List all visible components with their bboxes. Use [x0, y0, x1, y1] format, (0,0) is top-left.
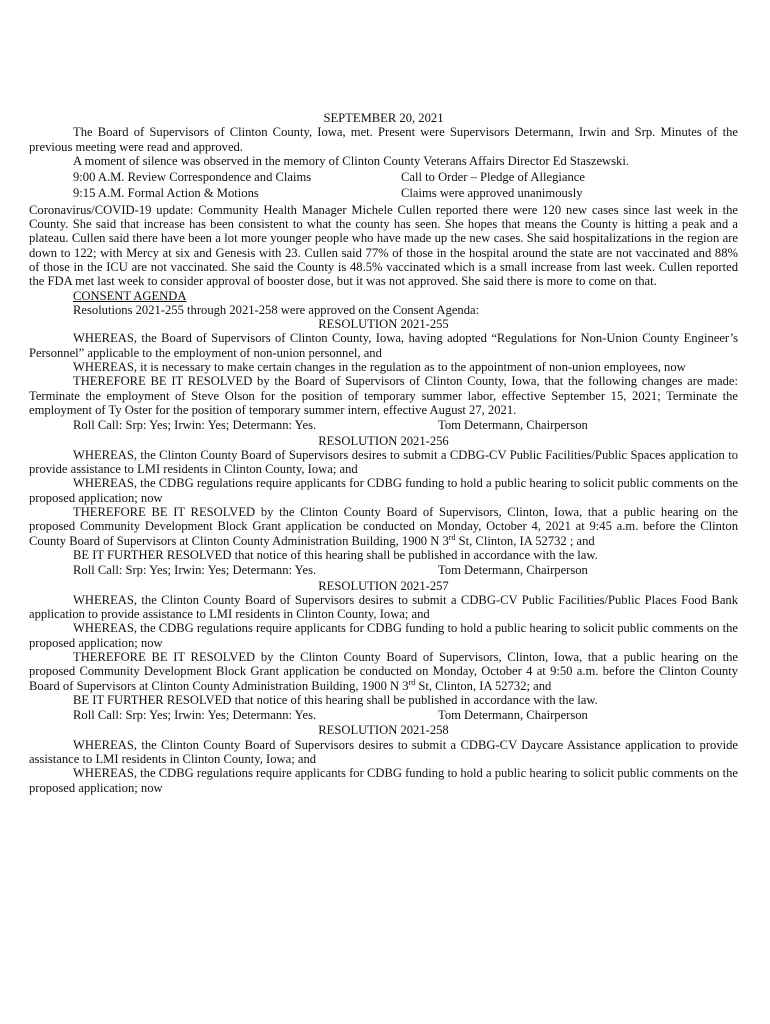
agenda-row [29, 170, 738, 184]
chairperson-signature: Tom Determann, Chairperson [438, 418, 588, 433]
agenda-item: Claims were approved unanimously [401, 186, 583, 201]
therefore-text-end: St, Clinton, IA 52732 ; and [455, 533, 595, 548]
resolution-title: RESOLUTION 2021-256 [318, 433, 449, 448]
therefore-paragraph [29, 650, 738, 693]
ordinal-suffix: rd [448, 532, 456, 542]
agenda-row [29, 186, 738, 200]
whereas-paragraph: WHEREAS, the Clinton County Board of Supervisors desires to submit a CDBG-CV Daycare Assistance application to provide assistance to LMI residents in Clinton County, Iowa; and [29, 737, 738, 767]
consent-agenda-heading: CONSENT AGENDA [73, 288, 187, 303]
roll-call-row [29, 418, 738, 432]
agenda-time: 9:00 A.M. Review Correspondence and Claims [73, 170, 312, 185]
document-page [29, 111, 738, 795]
whereas-paragraph: WHEREAS, it is necessary to make certain changes in the regulation as to the appointment of non-union employees, now [73, 360, 686, 375]
silence-paragraph: A moment of silence was observed in the memory of Clinton County Veterans Affairs Director Ed Staszewski. [73, 153, 629, 168]
roll-call: Roll Call: Srp: Yes; Irwin: Yes; Determann: Yes. [73, 418, 317, 433]
meeting-date: SEPTEMBER 20, 2021 [323, 111, 444, 125]
whereas-paragraph: WHEREAS, the CDBG regulations require applicants for CDBG funding to hold a public hearing to solicit public comments on the proposed application; now [29, 621, 738, 650]
ordinal-suffix: rd [408, 677, 416, 687]
further-resolved-paragraph: BE IT FURTHER RESOLVED that notice of this hearing shall be published in accordance with the law. [73, 547, 598, 562]
therefore-text: THEREFORE BE IT RESOLVED by the Clinton County Board of Supervisors, Clinton, Iowa, that a public hearing on the proposed Community Development Block Grant application be conducted on Monday, October 4, 2021 at 9:45 a.m. before the Clinton County Board of Supervisors at Clinton County Administration Building, 1900 N 3 [29, 505, 738, 548]
therefore-paragraph: THEREFORE BE IT RESOLVED by the Board of Supervisors of Clinton County, Iowa, that the following changes are made: Terminate the employment of Steve Olson for the position of temporary summer labor, effective September 15, 2021; Terminate the employment of Ty Oster for the position of temporary summer intern, effective August 27, 2021. [29, 374, 738, 417]
roll-call-row [29, 563, 738, 577]
further-resolved-paragraph: BE IT FURTHER RESOLVED that notice of this hearing shall be published in accordance with the law. [73, 692, 598, 707]
whereas-paragraph: WHEREAS, the Clinton County Board of Supervisors desires to submit a CDBG-CV Public Facilities/Public Places Food Bank application to provide assistance to LMI residents in Clinton County, Iowa; and [29, 592, 738, 622]
therefore-text-end: St, Clinton, IA 52732; and [415, 678, 552, 693]
chairperson-signature: Tom Determann, Chairperson [438, 708, 588, 723]
therefore-paragraph [29, 505, 738, 548]
whereas-paragraph: WHEREAS, the Board of Supervisors of Clinton County, Iowa, having adopted “Regulations for Non-Union County Engineer’s Personnel” applicable to the employment of non-union personnel, and [29, 331, 738, 360]
resolution-title: RESOLUTION 2021-255 [318, 317, 449, 332]
covid-update-paragraph: Coronavirus/COVID-19 update: Community Health Manager Michele Cullen reported there were 120 new cases since last week in the County. She said that increase has been consistent to what the county has seen. She hopes that means the County is hitting a peak and a plateau. Cullen said there have been a lot more younger people who have made up the new cases. She said hospitalizations in the region are down to 122; with Mercy at six and Genesis with 23. Cullen said 77% of those in the hospital around the state are not vaccinated and 88% of those in the ICU are not vaccinated. She said the County is 48.5% vaccinated which is a small increase from last week. Cullen reported the FDA met last week to consider approval of booster dose, but it was not approved. She said there is more to come on that. [29, 202, 738, 289]
whereas-paragraph: WHEREAS, the Clinton County Board of Supervisors desires to submit a CDBG-CV Public Facilities/Public Spaces application to provide assistance to LMI residents in Clinton County, Iowa; and [29, 447, 738, 477]
whereas-paragraph: WHEREAS, the CDBG regulations require applicants for CDBG funding to hold a public hearing to solicit public comments on the proposed application; now [29, 766, 738, 795]
roll-call: Roll Call: Srp: Yes; Irwin: Yes; Determann: Yes. [73, 708, 317, 723]
roll-call: Roll Call: Srp: Yes; Irwin: Yes; Determann: Yes. [73, 563, 317, 578]
resolution-title: RESOLUTION 2021-258 [318, 723, 449, 738]
consent-agenda-line: Resolutions 2021-255 through 2021-258 were approved on the Consent Agenda: [73, 302, 480, 317]
chairperson-signature: Tom Determann, Chairperson [438, 563, 588, 578]
intro-paragraph: The Board of Supervisors of Clinton County, Iowa, met. Present were Supervisors Determann, Irwin and Srp. Minutes of the previous meeting were read and approved. [29, 125, 738, 154]
therefore-text: THEREFORE BE IT RESOLVED by the Clinton County Board of Supervisors, Clinton, Iowa, that a public hearing on the proposed Community Development Block Grant application be conducted on Monday, October 4 at 9:50 a.m. before the Clinton County Board of Supervisors at Clinton County Administration Building, 1900 N 3 [29, 649, 738, 693]
whereas-paragraph: WHEREAS, the CDBG regulations require applicants for CDBG funding to hold a public hearing to solicit public comments on the proposed application; now [29, 476, 738, 505]
agenda-item: Call to Order – Pledge of Allegiance [401, 170, 585, 185]
roll-call-row [29, 708, 738, 722]
agenda-time: 9:15 A.M. Formal Action & Motions [73, 186, 259, 201]
resolution-title: RESOLUTION 2021-257 [318, 578, 449, 593]
